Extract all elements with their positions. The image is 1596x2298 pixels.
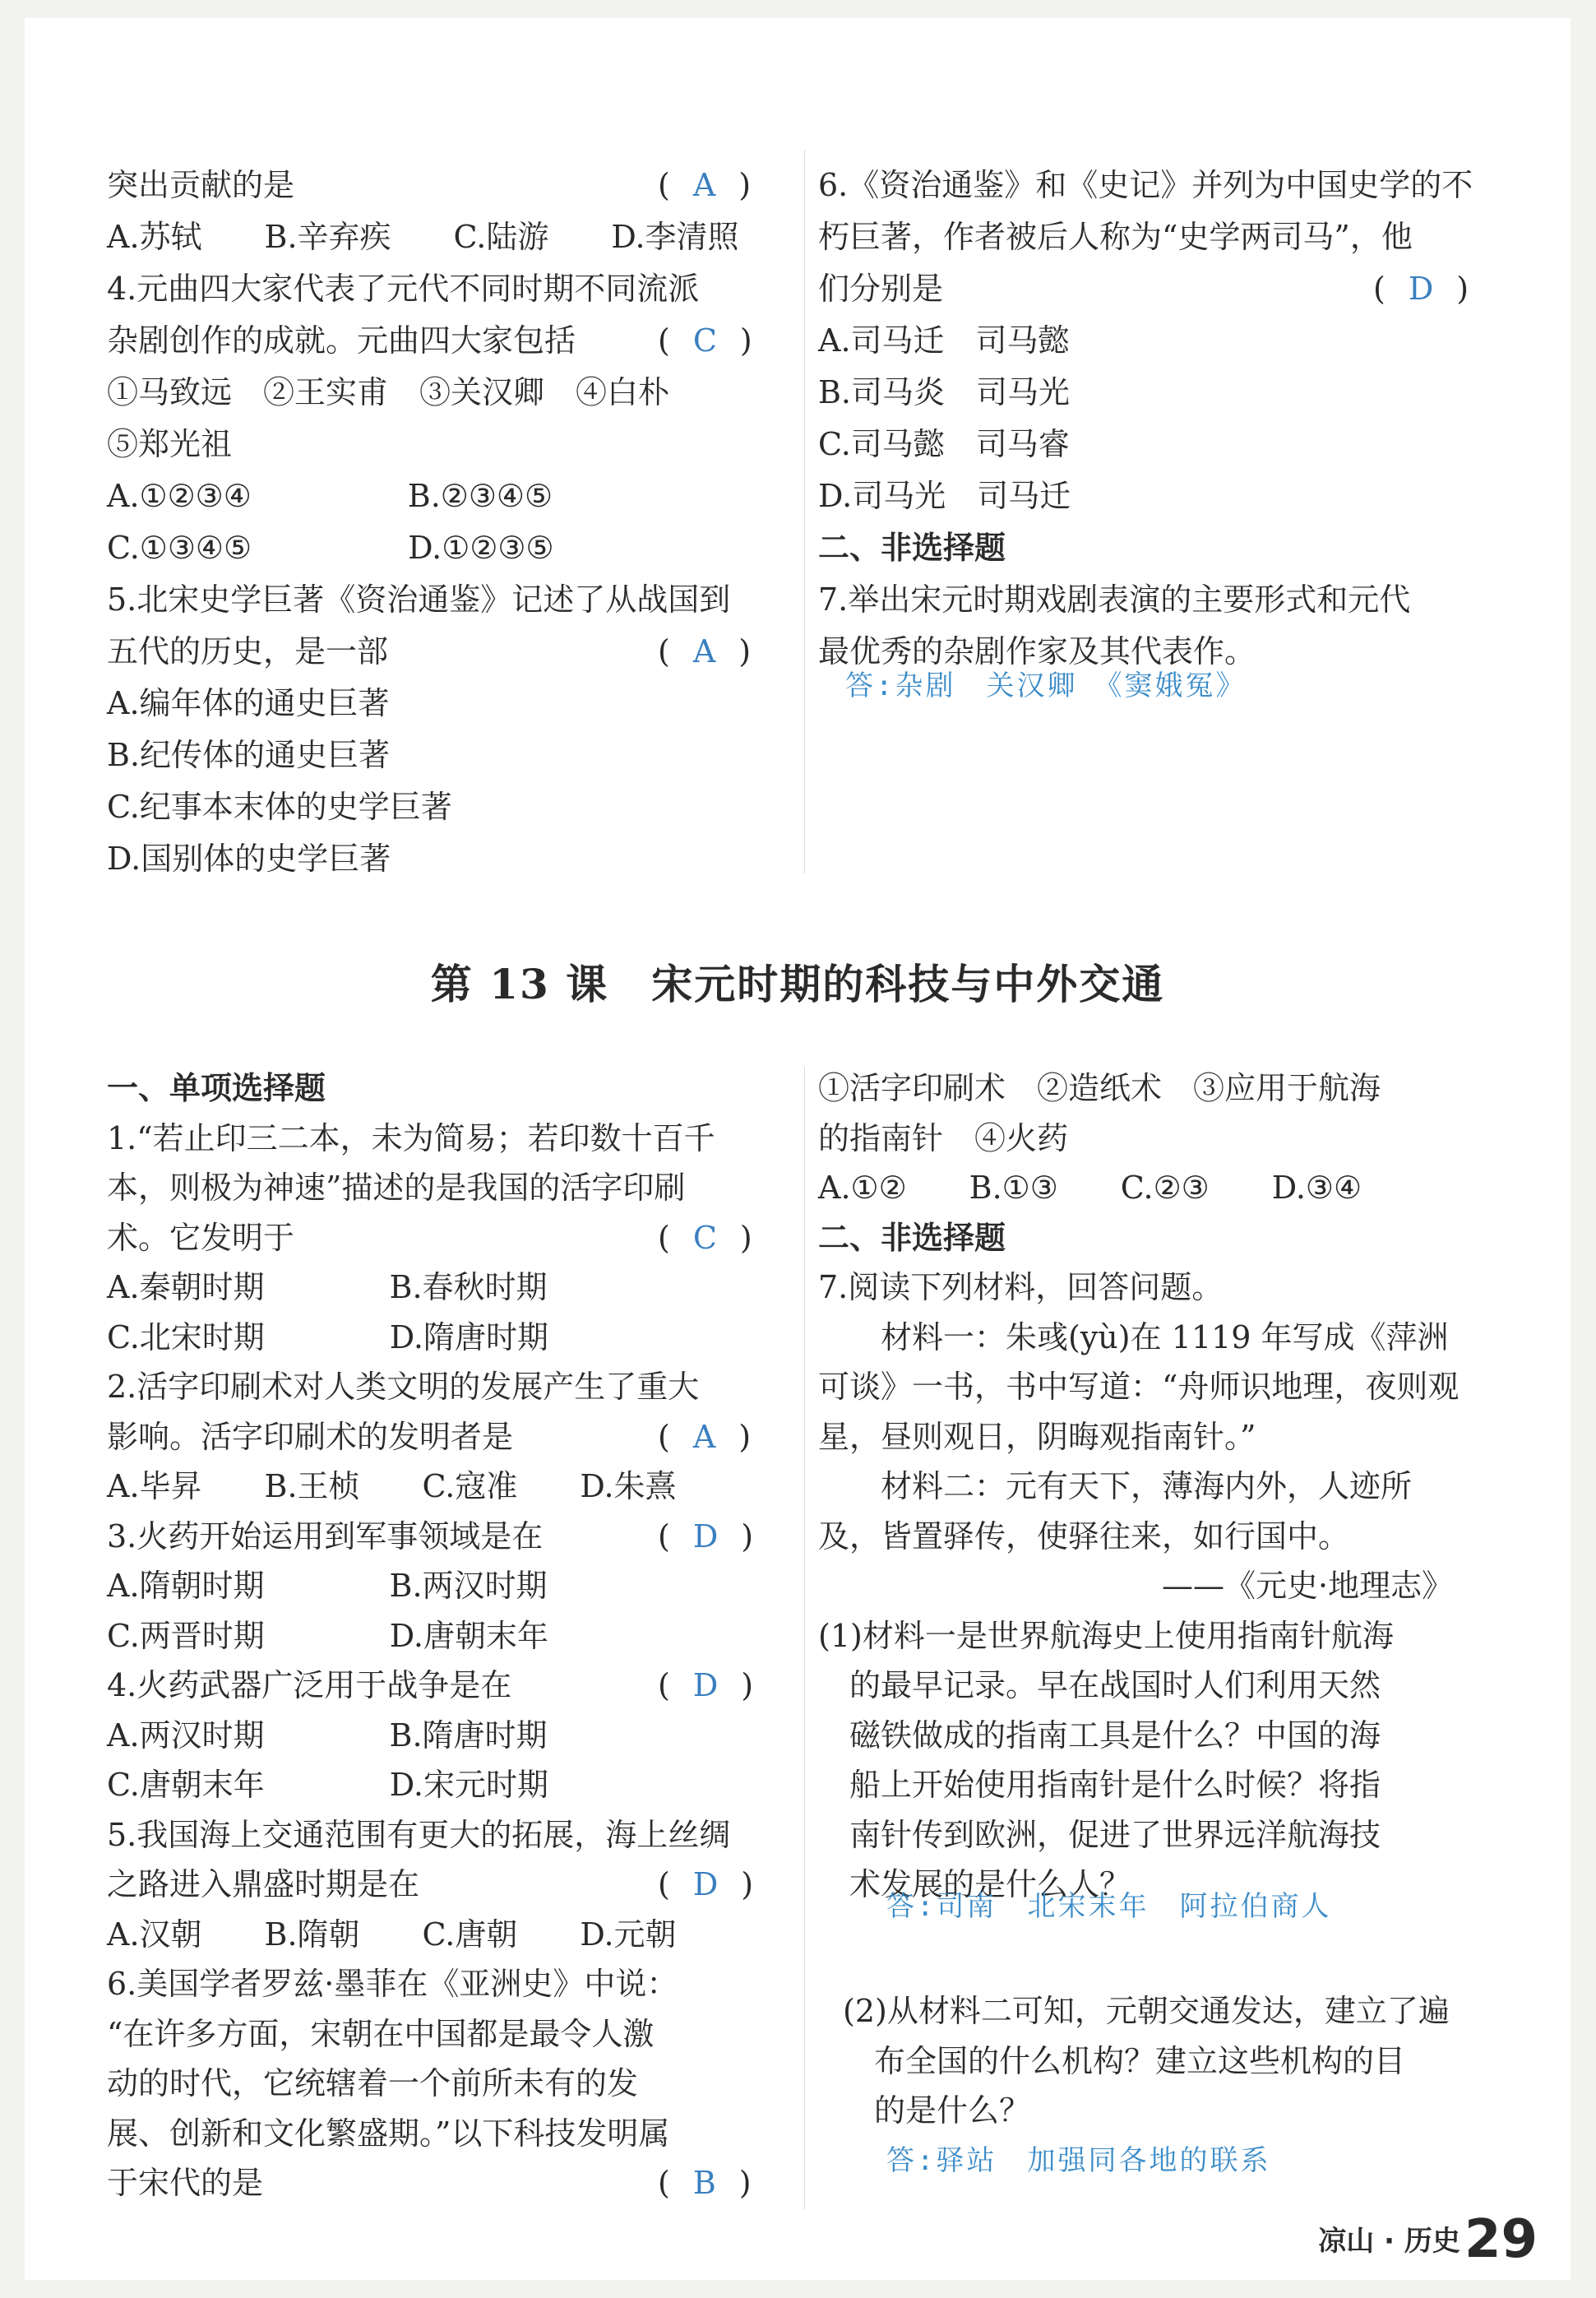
answer-letter: D <box>692 1517 719 1554</box>
answer-bracket: ( D ) <box>658 1866 754 1902</box>
text-line: B.司马炎 司马光 <box>818 374 1071 410</box>
answer-letter: B <box>692 2165 716 2201</box>
answer-bracket: ( D ) <box>1373 271 1469 307</box>
text-line: 朽巨著，作者被后人称为“史学两司马”，他 <box>818 219 1413 255</box>
text-line: 星，昼则观日，阴晦观指南针。” <box>818 1418 1256 1455</box>
text-line: 船上开始使用指南针是什么时候？将指 <box>818 1767 1381 1803</box>
answer-letter: C <box>692 1219 717 1256</box>
text-line: 突出贡献的是 <box>107 167 295 203</box>
text-line: 磁铁做成的指南工具是什么？中国的海 <box>818 1717 1381 1754</box>
text-line: A.两汉时期 B.隋唐时期 <box>107 1717 548 1754</box>
answer-bracket: ( A ) <box>658 633 752 669</box>
section-heading: 一、单项选择题 <box>107 1070 326 1106</box>
answer-letter: A <box>692 1418 716 1455</box>
text-line: 的是什么？ <box>843 2092 1031 2129</box>
text-line: C.唐朝末年 D.宋元时期 <box>107 1767 548 1803</box>
text-line: 6.美国学者罗兹·墨菲在《亚洲史》中说： <box>107 1966 678 2002</box>
text-line: 南针传到欧洲，促进了世界远洋航海技 <box>818 1816 1381 1853</box>
text-line: 术发展的是什么人？ <box>818 1866 1131 1902</box>
text-line: C.①③④⑤ D.①②③⑤ <box>107 530 554 566</box>
text-line: C.两晋时期 D.唐朝末年 <box>107 1617 548 1654</box>
text-line: C.纪事本末体的史学巨著 <box>107 789 452 825</box>
text-line: 影响。活字印刷术的发明者是 <box>107 1418 514 1455</box>
answer-bracket: ( B ) <box>658 2165 752 2201</box>
page-footer <box>1318 2209 1538 2270</box>
text-line: 4.火药武器广泛用于战争是在 <box>107 1667 512 1703</box>
text-line: 展、创新和文化繁盛期。”以下科技发明属 <box>107 2115 670 2152</box>
text-line: 3.火药开始运用到军事领域是在 <box>107 1517 544 1554</box>
book-label: 凉山 · 历史 <box>1318 2225 1460 2258</box>
text-line: A.隋朝时期 B.两汉时期 <box>107 1568 548 1604</box>
text-line: ——《元史·地理志》 <box>818 1568 1454 1604</box>
answer-bracket: ( D ) <box>658 1667 754 1703</box>
text-line: 布全国的什么机构？建立这些机构的目 <box>843 2042 1406 2079</box>
text-line: 7.阅读下列材料，回答问题。 <box>818 1269 1224 1305</box>
text-line: 5.北宋史学巨著《资治通鉴》记述了从战国到 <box>107 581 731 618</box>
text-line: ⑤郑光祖 <box>107 426 233 462</box>
text-line: 5.我国海上交通范围有更大的拓展，海上丝绸 <box>107 1816 731 1853</box>
text-line: 材料一：朱彧(yù)在 1119 年写成《萍洲 <box>818 1318 1449 1355</box>
text-line: 于宋代的是 <box>107 2165 264 2201</box>
text-line: 的指南针 ④火药 <box>818 1119 1069 1156</box>
section-heading: 二、非选择题 <box>818 530 1006 566</box>
handwritten-answer-q7-2: 答:驿站 加强同各地的联系 <box>886 2144 1271 2177</box>
text-line: 的最早记录。早在战国时人们利用天然 <box>818 1667 1381 1703</box>
answer-bracket: ( A ) <box>658 167 752 203</box>
page-number: 29 <box>1464 2209 1538 2270</box>
text-line: 材料二：元有天下，薄海内外，人迹所 <box>818 1468 1413 1504</box>
text-line: A.苏轼 B.辛弃疾 C.陆游 D.李清照 <box>107 219 739 255</box>
text-line: 可谈》一书，书中写道：“舟师识地理，夜则观 <box>818 1369 1460 1405</box>
text-line: A.①② B.①③ C.②③ D.③④ <box>818 1170 1362 1206</box>
text-line: A.秦朝时期 B.春秋时期 <box>107 1269 548 1305</box>
text-line: C.北宋时期 D.隋唐时期 <box>107 1318 548 1355</box>
text-line: B.纪传体的通史巨著 <box>107 737 391 773</box>
column-divider-top <box>804 150 805 873</box>
text-line: D.国别体的史学巨著 <box>107 841 391 877</box>
answer-letter: D <box>692 1667 719 1703</box>
text-line: (2)从材料二可知，元朝交通发达，建立了遍 <box>843 1993 1450 2029</box>
text-line: A.①②③④ B.②③④⑤ <box>107 478 553 514</box>
answer-letter: A <box>692 167 716 203</box>
text-line: 动的时代，它统辖着一个前所未有的发 <box>107 2065 639 2101</box>
text-line: A.编年体的通史巨著 <box>107 685 390 721</box>
text-line: ①活字印刷术 ②造纸术 ③应用于航海 <box>818 1070 1381 1106</box>
answer-bracket: ( D ) <box>658 1517 754 1554</box>
text-line: A.司马迁 司马懿 <box>818 322 1070 359</box>
text-line: A.毕昇 B.王桢 C.寇准 D.朱熹 <box>107 1468 677 1504</box>
text-line: D.司马光 司马迁 <box>818 478 1071 514</box>
text-line: 4.元曲四大家代表了元代不同时期不同流派 <box>107 271 700 307</box>
answer-bracket: ( C ) <box>658 1219 752 1256</box>
text-line: 2.活字印刷术对人类文明的发展产生了重大 <box>107 1369 700 1405</box>
text-line: 们分别是 <box>818 271 944 307</box>
text-line: C.司马懿 司马睿 <box>818 426 1070 462</box>
answer-letter: D <box>692 1866 719 1902</box>
answer-letter: C <box>692 322 717 359</box>
page <box>25 18 1571 2280</box>
answer-letter: D <box>1408 271 1434 307</box>
column-divider-bottom <box>804 1067 805 2210</box>
text-line: 本，则极为神速”描述的是我国的活字印刷 <box>107 1170 686 1206</box>
text-line: “在许多方面，宋朝在中国都是最令人激 <box>107 2015 655 2052</box>
text-line: 之路进入鼎盛时期是在 <box>107 1866 420 1902</box>
text-line: 6.《资治通鉴》和《史记》并列为中国史学的不 <box>818 167 1473 203</box>
lesson-title: 第 13 课 宋元时期的科技与中外交通 <box>430 960 1165 1008</box>
text-line: ①马致远 ②王实甫 ③关汉卿 ④白朴 <box>107 374 670 410</box>
text-line: 最优秀的杂剧作家及其代表作。 <box>818 633 1256 669</box>
section-heading: 二、非选择题 <box>818 1219 1006 1256</box>
answer-letter: A <box>692 633 716 669</box>
text-line: 术。它发明于 <box>107 1219 295 1256</box>
answer-bracket: ( A ) <box>658 1418 752 1455</box>
text-line: A.汉朝 B.隋朝 C.唐朝 D.元朝 <box>107 1916 677 1953</box>
handwritten-answer-q7-top: 答:杂剧 关汉卿 《窦娥冤》 <box>845 669 1247 702</box>
text-line: 杂剧创作的成就。元曲四大家包括 <box>107 322 576 359</box>
text-line: (1)材料一是世界航海史上使用指南针航海 <box>818 1617 1394 1654</box>
handwritten-answer-q7-1: 答:司南 北宋末年 阿拉伯商人 <box>886 1890 1332 1923</box>
text-line: 7.举出宋元时期戏剧表演的主要形式和元代 <box>818 581 1411 618</box>
answer-bracket: ( C ) <box>658 322 752 359</box>
text-line: 1.“若止印三二本，未为简易；若印数十百千 <box>107 1119 715 1156</box>
text-line: 及，皆置驿传，使驿往来，如行国中。 <box>818 1517 1350 1554</box>
text-line: 五代的历史，是一部 <box>107 633 389 669</box>
